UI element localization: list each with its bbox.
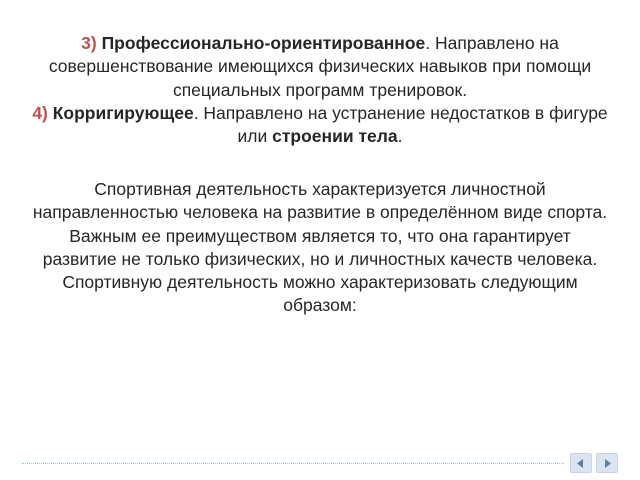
triangle-left-icon bbox=[577, 459, 585, 468]
term-corrective: Корригирующее bbox=[52, 102, 194, 123]
term-body-structure: строении тела bbox=[272, 126, 398, 147]
paragraph-body: Спортивная деятельность характеризуется личностной направленностью человека на развитие в определённом виде спорта. Важным ее преимуществом является то, что она гарантирует развитие не только физических, но и личностных качеств человека. Спортивную деятельность можно характеризовать следующим образом: bbox=[32, 179, 608, 316]
list-text-block[interactable] bbox=[30, 32, 610, 148]
term-professional: Профессионально-ориентированное bbox=[101, 33, 426, 53]
triangle-right-icon bbox=[603, 459, 611, 468]
desc-corrective: . Направлено на устранение недостатков в фигуре или bbox=[193, 102, 608, 147]
next-slide-button[interactable] bbox=[596, 453, 618, 473]
prev-slide-button[interactable] bbox=[570, 453, 592, 473]
desc-professional: . Направлено на совершенствование имеющихся физических навыков при помощи специальных программ тренировок. bbox=[48, 33, 592, 100]
navigation-buttons[interactable] bbox=[570, 453, 618, 473]
paragraph-text-block[interactable] bbox=[30, 178, 610, 318]
footer-bar bbox=[22, 452, 618, 474]
footer-divider bbox=[22, 463, 564, 464]
list-number-3: 3) bbox=[81, 33, 97, 53]
period-end: . bbox=[397, 126, 403, 147]
list-number-4: 4) bbox=[32, 102, 48, 123]
